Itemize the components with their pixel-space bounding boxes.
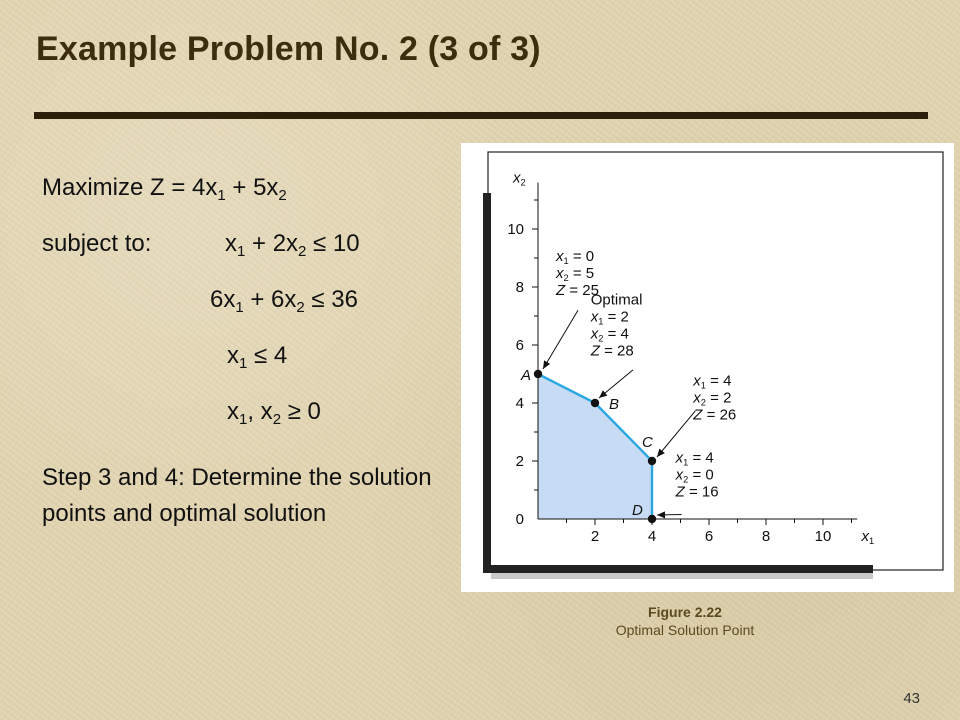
constraint-3 bbox=[227, 336, 287, 376]
annotation-value: Z = 26 bbox=[693, 406, 737, 424]
x-tick-label: 6 bbox=[704, 528, 714, 545]
figure-number: Figure 2.22 bbox=[648, 604, 722, 620]
solution-point-a bbox=[534, 370, 542, 378]
solution-point-b bbox=[591, 399, 599, 407]
annotation-title: Optimal bbox=[590, 291, 643, 309]
y-tick-label: 4 bbox=[515, 395, 524, 412]
figure-caption-title: Optimal Solution Point bbox=[615, 622, 755, 638]
x-tick-label: 10 bbox=[814, 528, 832, 545]
y-axis-label: $x_2$ bbox=[513, 169, 526, 188]
figure-caption bbox=[560, 603, 810, 639]
x-tick-label: 8 bbox=[761, 528, 771, 545]
y-tick-label: 10 bbox=[507, 221, 524, 238]
annotation-value: Z = 28 bbox=[590, 342, 634, 360]
annotation-value: $x_2 = 0$ bbox=[675, 466, 714, 485]
title-divider bbox=[34, 112, 928, 119]
subscript: 1 bbox=[217, 187, 226, 204]
point-label: A bbox=[521, 367, 532, 384]
constraint-2 bbox=[210, 280, 358, 320]
y-tick-label: 0 bbox=[515, 511, 524, 528]
subject-to-label: subject to: bbox=[42, 230, 152, 257]
annotation-value: $x_2 = 4$ bbox=[590, 325, 629, 344]
term: + 2x bbox=[245, 230, 299, 257]
relation: ≤ 36 bbox=[304, 286, 358, 313]
subscript: 2 bbox=[296, 299, 305, 316]
subscript: 1 bbox=[239, 355, 248, 372]
annotation-value: $x_2 = 2$ bbox=[693, 389, 732, 408]
objective-prefix: Maximize Z = 4x bbox=[42, 174, 218, 201]
slide-title: Example Problem No. 2 (3 of 3) bbox=[36, 30, 541, 68]
relation: ≥ 0 bbox=[281, 398, 321, 425]
y-tick-label: 2 bbox=[515, 453, 524, 470]
solution-point-c bbox=[648, 457, 656, 465]
subscript: 2 bbox=[298, 243, 307, 260]
y-tick-label: 8 bbox=[515, 279, 524, 296]
annotation-value: $x_1 = 4$ bbox=[675, 449, 714, 468]
subscript: 1 bbox=[235, 299, 244, 316]
relation: ≤ 10 bbox=[306, 230, 360, 257]
constraint-nonnegativity bbox=[227, 392, 321, 432]
point-label: C bbox=[642, 434, 653, 451]
objective-function bbox=[42, 168, 287, 208]
annotation-value: Z = 25 bbox=[556, 281, 599, 299]
term: x bbox=[227, 398, 239, 425]
x-tick-label: 4 bbox=[647, 528, 657, 545]
term: x bbox=[225, 230, 237, 257]
term: x bbox=[227, 342, 239, 369]
subscript: 2 bbox=[278, 187, 287, 204]
subscript: 1 bbox=[237, 243, 246, 260]
page-number: 43 bbox=[903, 690, 920, 707]
y-tick-label: 6 bbox=[515, 337, 524, 354]
x-axis-label: $x_1$ bbox=[861, 528, 875, 546]
panel-shadow-gray bbox=[491, 573, 873, 579]
solution-chart bbox=[461, 143, 954, 592]
x-tick-label: 2 bbox=[590, 528, 600, 545]
term: 6x bbox=[210, 286, 236, 313]
annotation-value: Z = 16 bbox=[675, 483, 719, 501]
step-description: Step 3 and 4: Determine the solution points and optimal solution bbox=[42, 464, 432, 527]
annotation-value: $x_1 = 0$ bbox=[556, 247, 595, 266]
subscript: 1 bbox=[239, 411, 248, 428]
term: + 6x bbox=[243, 286, 297, 313]
panel-shadow-left bbox=[483, 193, 491, 573]
constraint-1 bbox=[225, 224, 360, 264]
figure-panel bbox=[461, 143, 954, 592]
relation: ≤ 4 bbox=[247, 342, 288, 369]
annotation-value: $x_1 = 4$ bbox=[693, 372, 732, 391]
annotation-value: $x_2 = 5$ bbox=[556, 264, 595, 283]
panel-shadow-bottom bbox=[483, 565, 873, 573]
point-label: B bbox=[609, 396, 620, 413]
point-label: D bbox=[632, 502, 643, 519]
annotation-value: $x_1 = 2$ bbox=[590, 308, 629, 327]
objective-mid: + 5x bbox=[225, 174, 279, 201]
subscript: 2 bbox=[272, 411, 282, 428]
term: , x bbox=[247, 398, 273, 425]
solution-point-d bbox=[648, 515, 656, 523]
